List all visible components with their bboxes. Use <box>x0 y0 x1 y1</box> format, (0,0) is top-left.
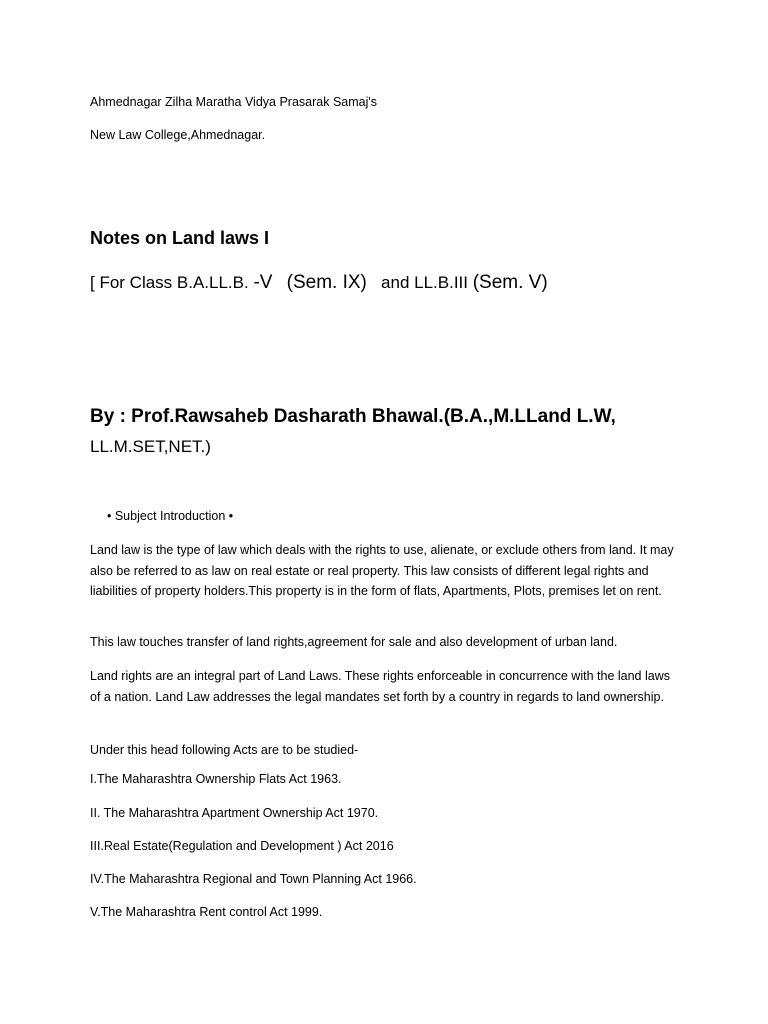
class-line <box>90 272 548 294</box>
paragraph-land-law-definition: Land law is the type of law which deals with the rights to use, alienate, or exclude others from land. It may also be referred to as law on real estate or real property. This law consists of different legal rights and liabilities of property holders.This property is in the form of flats, Apartments, Plots, premises let on rent. <box>90 543 674 598</box>
act-item: II. The Maharashtra Apartment Ownership Act 1970. <box>90 806 379 820</box>
class-sem-ix: (Sem. IX) <box>286 272 367 293</box>
class-sem-v-open: (Sem. <box>472 272 529 293</box>
author-line-2: LL.M.SET,NET.) <box>90 437 211 456</box>
class-v: -V <box>253 272 273 293</box>
paragraph-land-rights: Land rights are an integral part of Land Laws. These rights enforceable in concurrence with the land laws of a nation. Land Law addresses the legal mandates set forth by a country in regards to land ownership. <box>90 669 670 704</box>
society-name: Ahmednagar Zilha Maratha Vidya Prasarak Samaj's <box>90 95 378 109</box>
acts-heading: Under this head following Acts are to be studied- <box>90 743 359 757</box>
class-and: and LL.B.III <box>381 273 473 292</box>
paragraph-transfer-rights: This law touches transfer of land rights,agreement for sale and also development of urban land. <box>90 635 618 649</box>
subject-introduction-heading: • Subject Introduction • <box>107 509 234 523</box>
college-name: New Law College,Ahmednagar. <box>90 128 266 142</box>
notes-title: Notes on Land laws I <box>90 228 270 248</box>
class-sem-v-close: V) <box>528 272 548 293</box>
author-line-1: By : Prof.Rawsaheb Dasharath Bhawal.(B.A.,M.LLand L.W, <box>90 406 616 427</box>
act-item: III.Real Estate(Regulation and Development ) Act 2016 <box>90 839 394 853</box>
act-item: IV.The Maharashtra Regional and Town Planning Act 1966. <box>90 872 417 886</box>
act-item: I.The Maharashtra Ownership Flats Act 1963. <box>90 772 342 786</box>
class-prefix: [ For Class B.A.LL.B. <box>90 273 254 292</box>
act-item: V.The Maharashtra Rent control Act 1999. <box>90 905 323 919</box>
